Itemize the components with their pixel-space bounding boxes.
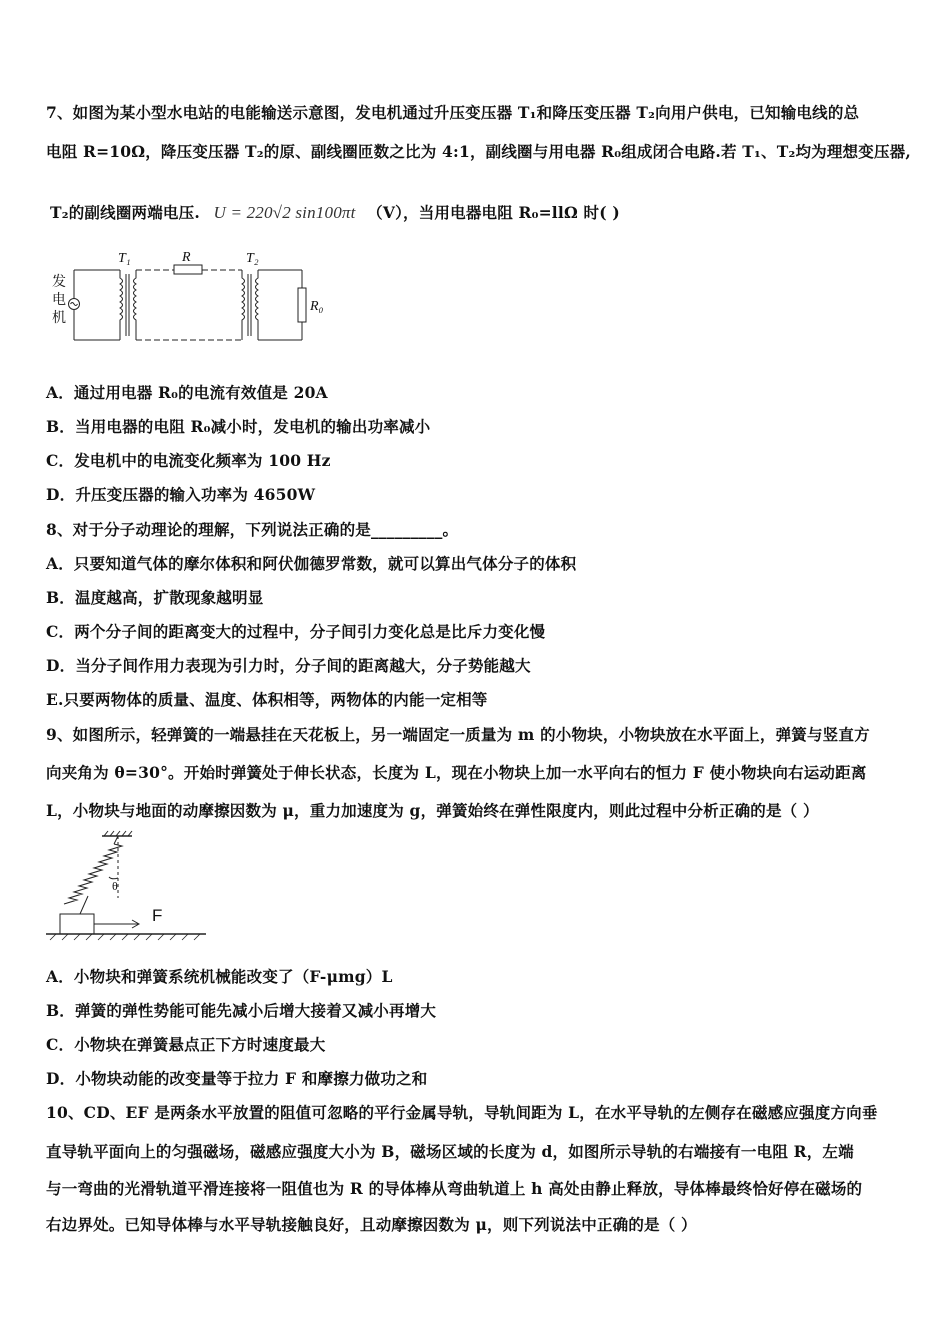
- q10-stem-line-2: 直导轨平面向上的匀强磁场，磁感应强度大小为 B，磁场区域的长度为 d，如图所示导轨的右端接有一电阻 R，左端: [46, 1142, 854, 1161]
- q7-stem-line-3-prefix: T₂的副线圈两端电压.: [50, 203, 200, 222]
- q10-stem-line-3: 与一弯曲的光滑轨道平滑连接将一阻值也为 R 的导体棒从弯曲轨道上 h 高处由静止释放，导体棒最终恰好停在磁场的: [46, 1179, 863, 1198]
- t2-secondary-coil: [256, 270, 259, 340]
- q9-stem-line-3: L，小物块与地面的动摩擦因数为 μ，重力加速度为 g，弹簧始终在弹性限度内，则此过程中分析正确的是（ ）: [46, 801, 819, 820]
- q7-stem-line-3-suffix: （V），当用电器电阻 R₀=llΩ 时( ): [367, 203, 620, 222]
- r-label: R: [182, 250, 191, 265]
- q9-option-c: C．小物块在弹簧悬点正下方时速度最大: [46, 1035, 326, 1054]
- t1-secondary-coil: [134, 270, 137, 340]
- q9-option-a: A．小物块和弹簧系统机械能改变了（F-μmg）L: [46, 967, 393, 986]
- load-resistor-r0: [298, 288, 306, 322]
- q9-stem-line-1: 9、如图所示，轻弹簧的一端悬挂在天花板上，另一端固定一质量为 m 的小物块，小物块放在水平面上，弹簧与竖直方: [46, 725, 870, 744]
- q7-circuit-figure: [46, 248, 346, 348]
- generator-label-2: 电: [52, 292, 66, 308]
- generator-label-3: 机: [52, 310, 66, 326]
- q7-stem-line-2: 电阻 R=10Ω，降压变压器 T₂的原、副线圈匝数之比为 4:1，副线圈与用电器 R₀组成闭合电路.若 T₁、T₂均为理想变压器,: [46, 142, 911, 161]
- t2-label: T₂: [246, 251, 259, 266]
- q7-option-a: A．通过用电器 R₀的电流有效值是 20A: [46, 383, 328, 402]
- q10-stem-line-4: 右边界处。已知导体棒与水平导轨接触良好，且动摩擦因数为 μ，则下列说法中正确的是（ ）: [46, 1215, 697, 1234]
- q8-stem: 8、对于分子动理论的理解，下列说法正确的是_________。: [46, 520, 459, 539]
- q9-stem-line-2: 向夹角为 θ=30°。开始时弹簧处于伸长状态，长度为 L，现在小物块上加一水平向右的恒力 F 使小物块向右运动距离: [46, 763, 867, 782]
- t1-primary-coil: [120, 270, 123, 340]
- q7-option-c: C．发电机中的电流变化频率为 100 Hz: [46, 451, 331, 470]
- q8-option-d: D．当分子间作用力表现为引力时，分子间的距离越大，分子势能越大: [46, 656, 531, 675]
- r0-label: R₀: [310, 299, 324, 314]
- q8-option-b: B．温度越高，扩散现象越明显: [46, 588, 264, 607]
- q8-option-e: E.只要两物体的质量、温度、体积相等，两物体的内能一定相等: [46, 690, 488, 709]
- t1-label: T₁: [118, 251, 131, 266]
- q7-voltage-formula: U = 220√2 sin100πt: [213, 203, 356, 222]
- spring-coil: [64, 844, 122, 904]
- q7-option-b: B．当用电器的电阻 R₀减小时，发电机的输出功率减小: [46, 417, 431, 436]
- line-resistor-r: [174, 265, 202, 274]
- q9-option-d: D．小物块动能的改变量等于拉力 F 和摩擦力做功之和: [46, 1069, 428, 1088]
- theta-label: θ: [112, 879, 118, 893]
- q7-stem-line-1: 7、如图为某小型水电站的电能输送示意图，发电机通过升压变压器 T₁和降压变压器 T₂向用户供电，已知输电线的总: [46, 103, 860, 122]
- q9-spring-figure: [46, 828, 216, 948]
- force-label: F: [152, 906, 163, 925]
- t2-primary-coil: [242, 270, 245, 340]
- q7-option-d: D．升压变压器的输入功率为 4650W: [46, 485, 316, 504]
- q7-stem-line-3: [50, 201, 620, 223]
- generator-label-1: 发: [52, 274, 66, 290]
- q8-option-c: C．两个分子间的距离变大的过程中，分子间引力变化总是比斥力变化慢: [46, 622, 546, 641]
- block: [60, 914, 94, 934]
- q8-option-a: A．只要知道气体的摩尔体积和阿伏伽德罗常数，就可以算出气体分子的体积: [46, 554, 577, 573]
- q10-stem-line-1: 10、CD、EF 是两条水平放置的阻值可忽略的平行金属导轨，导轨间距为 L，在水平导轨的左侧存在磁感应强度方向垂: [46, 1103, 878, 1122]
- q9-option-b: B．弹簧的弹性势能可能先减小后增大接着又减小再增大: [46, 1001, 437, 1020]
